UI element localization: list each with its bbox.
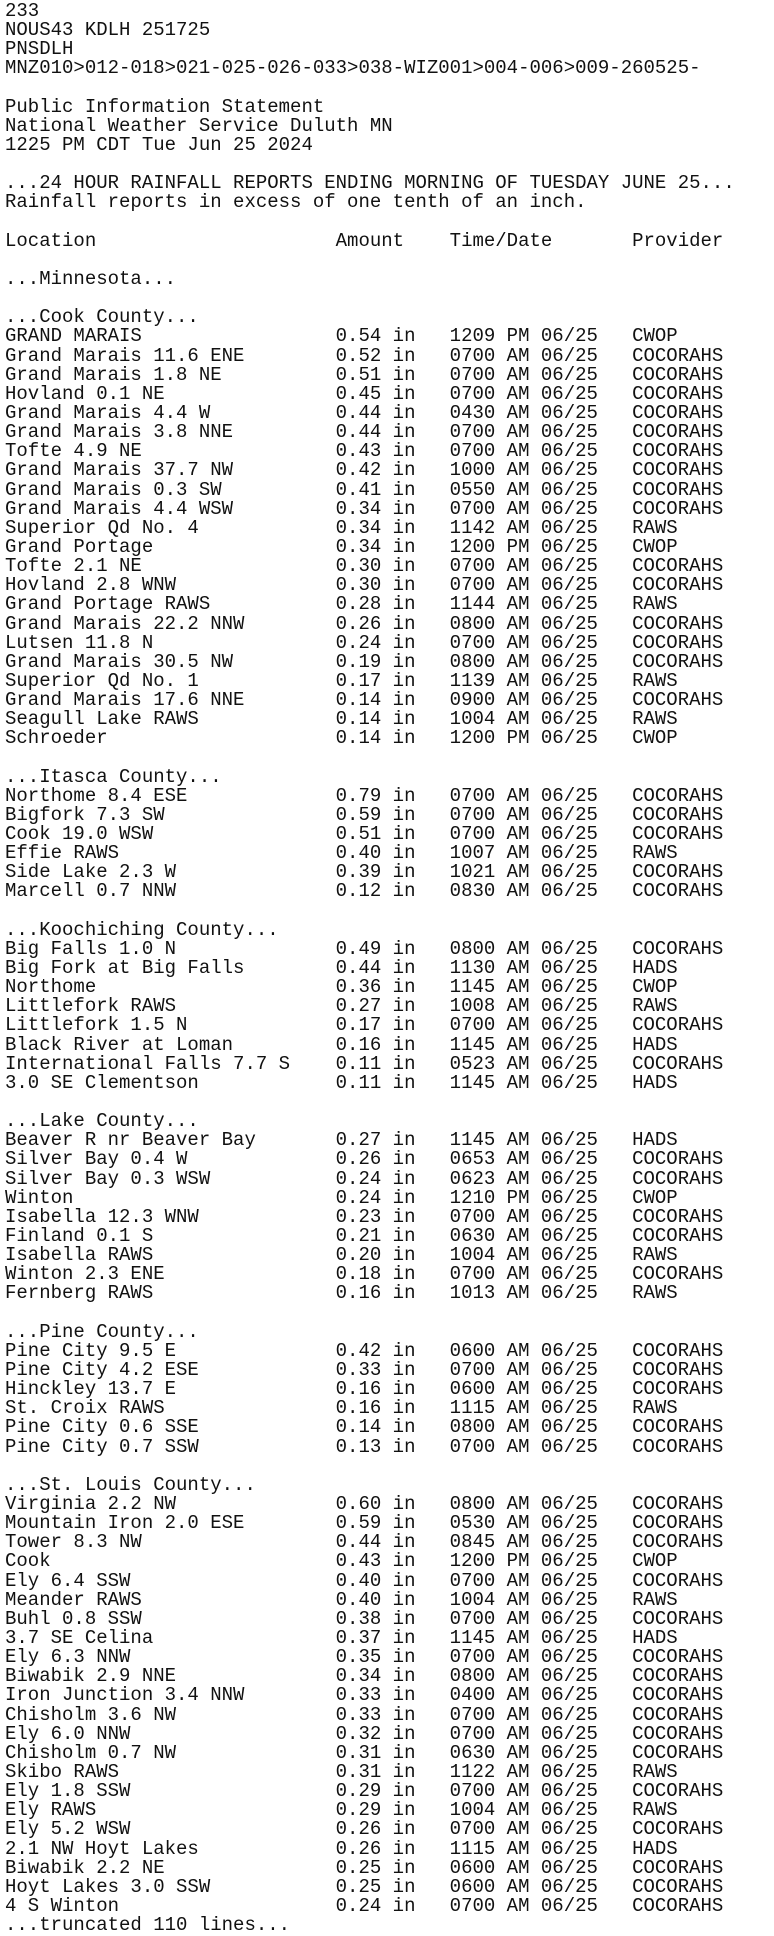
text-line: Seagull Lake RAWS 0.14 in 1004 AM 06/25 RAWS [5,708,678,731]
text-line: Cook 0.43 in 1200 PM 06/25 CWOP [5,1550,678,1573]
text-line: Pine City 4.2 ESE 0.33 in 0700 AM 06/25 COCORAHS [5,1358,724,1381]
text-line: Ely 6.4 SSW 0.40 in 0700 AM 06/25 COCORAHS [5,1569,724,1592]
text-line: Grand Marais 1.8 NE 0.51 in 0700 AM 06/25 COCORAHS [5,363,724,386]
text-line: ...Cook County... [5,306,199,329]
text-line: Hinckley 13.7 E 0.16 in 0600 AM 06/25 COCORAHS [5,1378,724,1401]
text-line: Grand Marais 4.4 W 0.44 in 0430 AM 06/25 COCORAHS [5,401,724,424]
text-line: ...Lake County... [5,1110,199,1133]
text-line: Bigfork 7.3 SW 0.59 in 0700 AM 06/25 COCORAHS [5,803,724,826]
text-line: MNZ010>012-018>021-025-026-033>038-WIZ001>004-006>009-260525- [5,57,701,80]
text-line: Big Falls 1.0 N 0.49 in 0800 AM 06/25 COCORAHS [5,937,724,960]
text-line: 4 S Winton 0.24 in 0700 AM 06/25 COCORAHS [5,1894,724,1917]
text-line: Grand Marais 17.6 NNE 0.14 in 0900 AM 06/25 COCORAHS [5,689,724,712]
text-line: Littlefork RAWS 0.27 in 1008 AM 06/25 RAWS [5,995,678,1018]
text-line: Cook 19.0 WSW 0.51 in 0700 AM 06/25 COCORAHS [5,823,724,846]
text-line: Grand Marais 4.4 WSW 0.34 in 0700 AM 06/25 COCORAHS [5,497,724,520]
text-line: 2.1 NW Hoyt Lakes 0.26 in 1115 AM 06/25 HADS [5,1837,678,1860]
text-line: Mountain Iron 2.0 ESE 0.59 in 0530 AM 06/25 COCORAHS [5,1512,724,1535]
text-line: Isabella RAWS 0.20 in 1004 AM 06/25 RAWS [5,1244,678,1267]
text-line: ...Itasca County... [5,765,222,788]
text-line: Superior Qd No. 1 0.17 in 1139 AM 06/25 RAWS [5,669,678,692]
text-line: Location Amount Time/Date Provider [5,229,724,252]
text-line: ...truncated 110 lines... [5,1914,291,1936]
text-line: GRAND MARAIS 0.54 in 1209 PM 06/25 CWOP [5,325,678,348]
text-line: Grand Marais 22.2 NNW 0.26 in 0800 AM 06/25 COCORAHS [5,612,724,635]
text-line: Ely 6.0 NNW 0.32 in 0700 AM 06/25 COCORAHS [5,1722,724,1745]
text-line: ...Koochiching County... [5,918,279,941]
text-line: Lutsen 11.8 N 0.24 in 0700 AM 06/25 COCORAHS [5,631,724,654]
text-line: Biwabik 2.9 NNE 0.34 in 0800 AM 06/25 COCORAHS [5,1665,724,1688]
text-line: Pine City 0.6 SSE 0.14 in 0800 AM 06/25 COCORAHS [5,1416,724,1439]
text-line: Winton 2.3 ENE 0.18 in 0700 AM 06/25 COCORAHS [5,1263,724,1286]
text-line: Biwabik 2.2 NE 0.25 in 0600 AM 06/25 COCORAHS [5,1856,724,1879]
text-line: Buhl 0.8 SSW 0.38 in 0700 AM 06/25 COCORAHS [5,1607,724,1630]
text-line: Chisholm 3.6 NW 0.33 in 0700 AM 06/25 COCORAHS [5,1703,724,1726]
text-line: Black River at Loman 0.16 in 1145 AM 06/25 HADS [5,1033,678,1056]
text-line: Ely 6.3 NNW 0.35 in 0700 AM 06/25 COCORAHS [5,1646,724,1669]
text-line: National Weather Service Duluth MN [5,114,393,137]
text-line: Littlefork 1.5 N 0.17 in 0700 AM 06/25 COCORAHS [5,1014,724,1037]
text-line: Ely 5.2 WSW 0.26 in 0700 AM 06/25 COCORAHS [5,1818,724,1841]
text-line: Pine City 9.5 E 0.42 in 0600 AM 06/25 COCORAHS [5,1339,724,1362]
text-line: NOUS43 KDLH 251725 [5,19,211,42]
text-line: Grand Marais 37.7 NW 0.42 in 1000 AM 06/25 COCORAHS [5,459,724,482]
text-line: Hovland 0.1 NE 0.45 in 0700 AM 06/25 COCORAHS [5,382,724,405]
text-line: Skibo RAWS 0.31 in 1122 AM 06/25 RAWS [5,1760,678,1783]
text-line: Silver Bay 0.4 W 0.26 in 0653 AM 06/25 COCORAHS [5,1148,724,1171]
blank-line [5,748,774,767]
blank-line [5,1457,774,1476]
text-line: Meander RAWS 0.40 in 1004 AM 06/25 RAWS [5,1588,678,1611]
text-line: Schroeder 0.14 in 1200 PM 06/25 CWOP [5,727,678,750]
text-line: Grand Portage 0.34 in 1200 PM 06/25 CWOP [5,535,678,558]
text-line: Fernberg RAWS 0.16 in 1013 AM 06/25 RAWS [5,1282,678,1305]
text-line: Tofte 4.9 NE 0.43 in 0700 AM 06/25 COCORAHS [5,440,724,463]
text-line: Finland 0.1 S 0.21 in 0630 AM 06/25 COCORAHS [5,1225,724,1247]
blank-line [5,902,774,921]
text-line: Iron Junction 3.4 NNW 0.33 in 0400 AM 06/25 COCORAHS [5,1684,724,1707]
text-line: PNSDLH [5,38,74,61]
text-line: Ely 1.8 SSW 0.29 in 0700 AM 06/25 COCORAHS [5,1780,724,1803]
text-line: Tofte 2.1 NE 0.30 in 0700 AM 06/25 COCORAHS [5,555,724,578]
text-line: Effie RAWS 0.40 in 1007 AM 06/25 RAWS [5,842,678,865]
text-line: 1225 PM CDT Tue Jun 25 2024 [5,133,313,156]
text-line: Pine City 0.7 SSW 0.13 in 0700 AM 06/25 COCORAHS [5,1435,724,1458]
text-line: Winton 0.24 in 1210 PM 06/25 CWOP [5,1186,678,1209]
text-line: Side Lake 2.3 W 0.39 in 1021 AM 06/25 COCORAHS [5,861,724,884]
text-line: Ely RAWS 0.29 in 1004 AM 06/25 RAWS [5,1799,678,1822]
text-line: Hoyt Lakes 3.0 SSW 0.25 in 0600 AM 06/25 COCORAHS [5,1875,724,1898]
text-line: Beaver R nr Beaver Bay 0.27 in 1145 AM 06/25 HADS [5,1129,678,1152]
text-line: Superior Qd No. 4 0.34 in 1142 AM 06/25 RAWS [5,516,678,539]
text-line: Silver Bay 0.3 WSW 0.24 in 0623 AM 06/25 COCORAHS [5,1167,724,1190]
text-line: Grand Marais 3.8 NNE 0.44 in 0700 AM 06/25 COCORAHS [5,421,724,444]
blank-line [5,79,774,98]
text-line: Chisholm 0.7 NW 0.31 in 0630 AM 06/25 COCORAHS [5,1741,724,1764]
text-line: Grand Marais 0.3 SW 0.41 in 0550 AM 06/25 COCORAHS [5,478,724,501]
text-line: Isabella 12.3 WNW 0.23 in 0700 AM 06/25 COCORAHS [5,1205,724,1228]
text-line: Public Information Statement [5,95,325,118]
text-line: Big Fork at Big Falls 0.44 in 1130 AM 06/25 HADS [5,957,678,980]
text-line: ...24 HOUR RAINFALL REPORTS ENDING MORNING OF TUESDAY JUNE 25... [5,172,735,195]
text-line: Hovland 2.8 WNW 0.30 in 0700 AM 06/25 COCORAHS [5,574,724,597]
text-line: Rainfall reports in excess of one tenth of an inch. [5,191,587,214]
text-line: ...Minnesota... [5,267,177,290]
text-line: St. Croix RAWS 0.16 in 1115 AM 06/25 RAWS [5,1397,678,1420]
text-line: Northome 0.36 in 1145 AM 06/25 CWOP [5,976,678,999]
text-line: 233 [5,0,40,22]
text-line: Tower 8.3 NW 0.44 in 0845 AM 06/25 COCORAHS [5,1531,724,1554]
text-line: Grand Marais 11.6 ENE 0.52 in 0700 AM 06/25 COCORAHS [5,344,724,367]
text-line: Grand Marais 30.5 NW 0.19 in 0800 AM 06/25 COCORAHS [5,650,724,673]
text-line: 3.7 SE Celina 0.37 in 1145 AM 06/25 HADS [5,1626,678,1649]
text-line: ...Pine County... [5,1320,199,1343]
blank-line [5,213,774,232]
text-line: Marcell 0.7 NNW 0.12 in 0830 AM 06/25 COCORAHS [5,880,724,903]
text-line: Virginia 2.2 NW 0.60 in 0800 AM 06/25 COCORAHS [5,1492,724,1515]
text-line: Northome 8.4 ESE 0.79 in 0700 AM 06/25 COCORAHS [5,784,724,807]
text-line: International Falls 7.7 S 0.11 in 0523 AM 06/25 COCORAHS [5,1052,724,1075]
text-line: ...St. Louis County... [5,1473,256,1496]
blank-line [5,1304,774,1323]
text-line: Grand Portage RAWS 0.28 in 1144 AM 06/25 RAWS [5,593,678,616]
text-line: 3.0 SE Clementson 0.11 in 1145 AM 06/25 HADS [5,1071,678,1094]
